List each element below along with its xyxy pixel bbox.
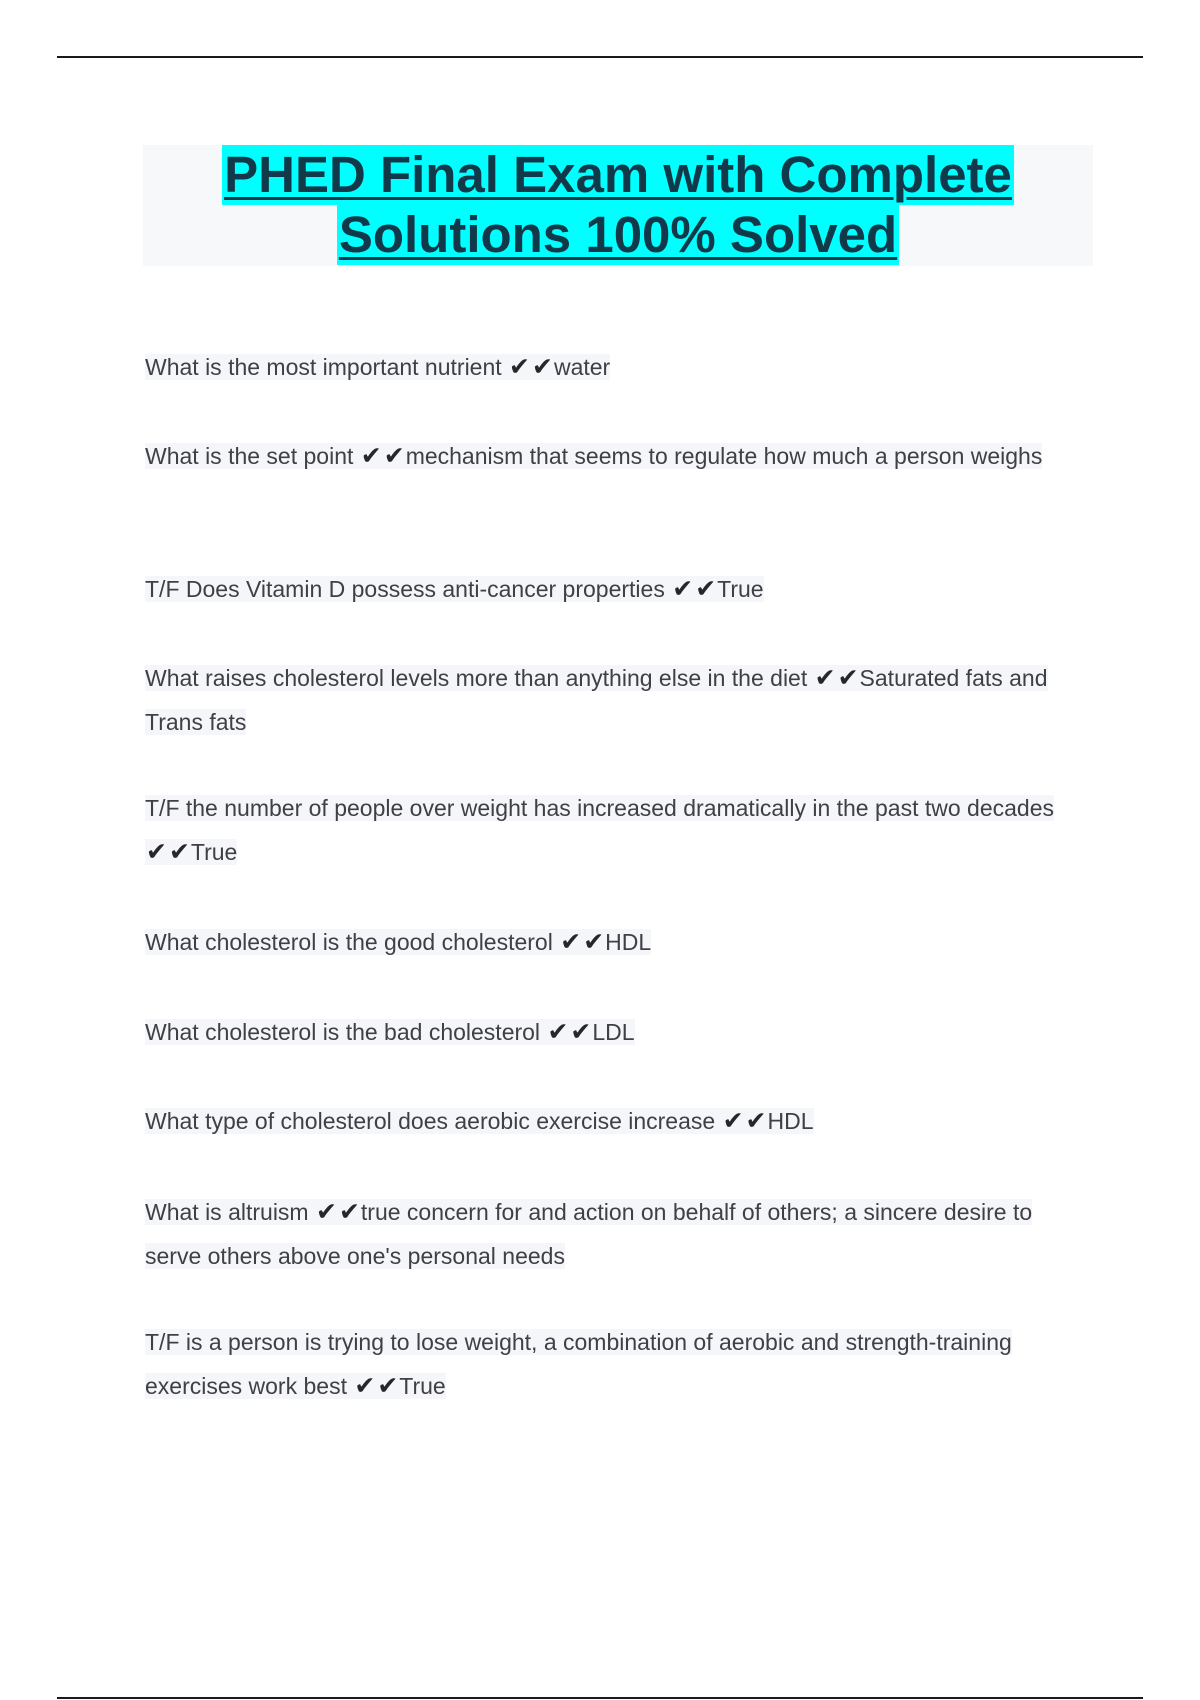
qa-item-5: [145, 786, 1075, 874]
qa-item-6: [145, 920, 1075, 964]
answer-text: HDL: [605, 929, 652, 955]
check-icon: ✔: [814, 663, 836, 692]
check-icon: ✔: [695, 574, 717, 603]
check-icon: ✔: [360, 441, 382, 470]
qa-item-4: [145, 656, 1075, 744]
check-icon: ✔: [509, 352, 530, 381]
top-rule: [57, 56, 1143, 58]
qa-item-7: [145, 1010, 1075, 1054]
check-icon: ✔: [583, 927, 605, 956]
question-text: T/F Does Vitamin D possess anti-cancer properties: [145, 576, 665, 602]
answer-text: water: [553, 354, 611, 380]
qa-item-2: [145, 434, 1075, 478]
check-icon: ✔: [672, 574, 694, 603]
qa-item-9: [145, 1190, 1075, 1278]
answer-text: True: [717, 576, 764, 602]
check-icon: ✔: [837, 663, 859, 692]
qa-item-3: [145, 567, 1075, 611]
question-text: What type of cholesterol does aerobic exercise increase: [145, 1108, 716, 1134]
check-icon: ✔: [315, 1197, 337, 1226]
question-text: What raises cholesterol levels more than anything else in the diet: [145, 665, 808, 691]
answer-text: True: [190, 839, 238, 865]
check-icon: ✔: [547, 1017, 569, 1046]
check-icon: ✔: [722, 1106, 744, 1135]
title-line-1: PHED Final Exam with Complete: [224, 146, 1012, 203]
bottom-rule: [57, 1697, 1143, 1699]
question-text: T/F is a person is trying to lose weight, a combination of aerobic and strength-training exercises work best: [145, 1329, 1012, 1399]
check-icon: ✔: [383, 441, 405, 470]
answer-text: LDL: [592, 1019, 635, 1045]
question-text: What is the set point: [145, 443, 354, 469]
check-icon: ✔: [377, 1371, 399, 1400]
check-icon: ✔: [354, 1371, 376, 1400]
question-text: What cholesterol is the bad cholesterol: [145, 1019, 541, 1045]
check-icon: ✔: [168, 837, 190, 866]
qa-item-10: [145, 1320, 1075, 1408]
question-text: What is the most important nutrient: [145, 354, 502, 380]
page-title: [143, 145, 1093, 266]
check-icon: ✔: [146, 837, 167, 866]
question-text: What is altruism: [145, 1199, 309, 1225]
qa-item-8: [145, 1099, 1075, 1143]
check-icon: ✔: [338, 1197, 360, 1226]
answer-text: Saturated fats and Trans fats: [145, 665, 1048, 735]
answer-text: HDL: [767, 1108, 814, 1134]
title-line-2: Solutions 100% Solved: [338, 206, 898, 263]
check-icon: ✔: [570, 1017, 592, 1046]
answer-text: True: [399, 1373, 446, 1399]
check-icon: ✔: [532, 352, 553, 381]
answer-text: mechanism that seems to regulate how much a person weighs: [405, 443, 1043, 469]
check-icon: ✔: [745, 1106, 767, 1135]
qa-item-1: [145, 345, 1075, 389]
question-text: T/F the number of people over weight has increased dramatically in the past two decades: [145, 795, 1054, 821]
check-icon: ✔: [560, 927, 582, 956]
question-text: What cholesterol is the good cholesterol: [145, 929, 553, 955]
answer-text: true concern for and action on behalf of others; a sincere desire to serve others above one's personal needs: [145, 1199, 1033, 1269]
